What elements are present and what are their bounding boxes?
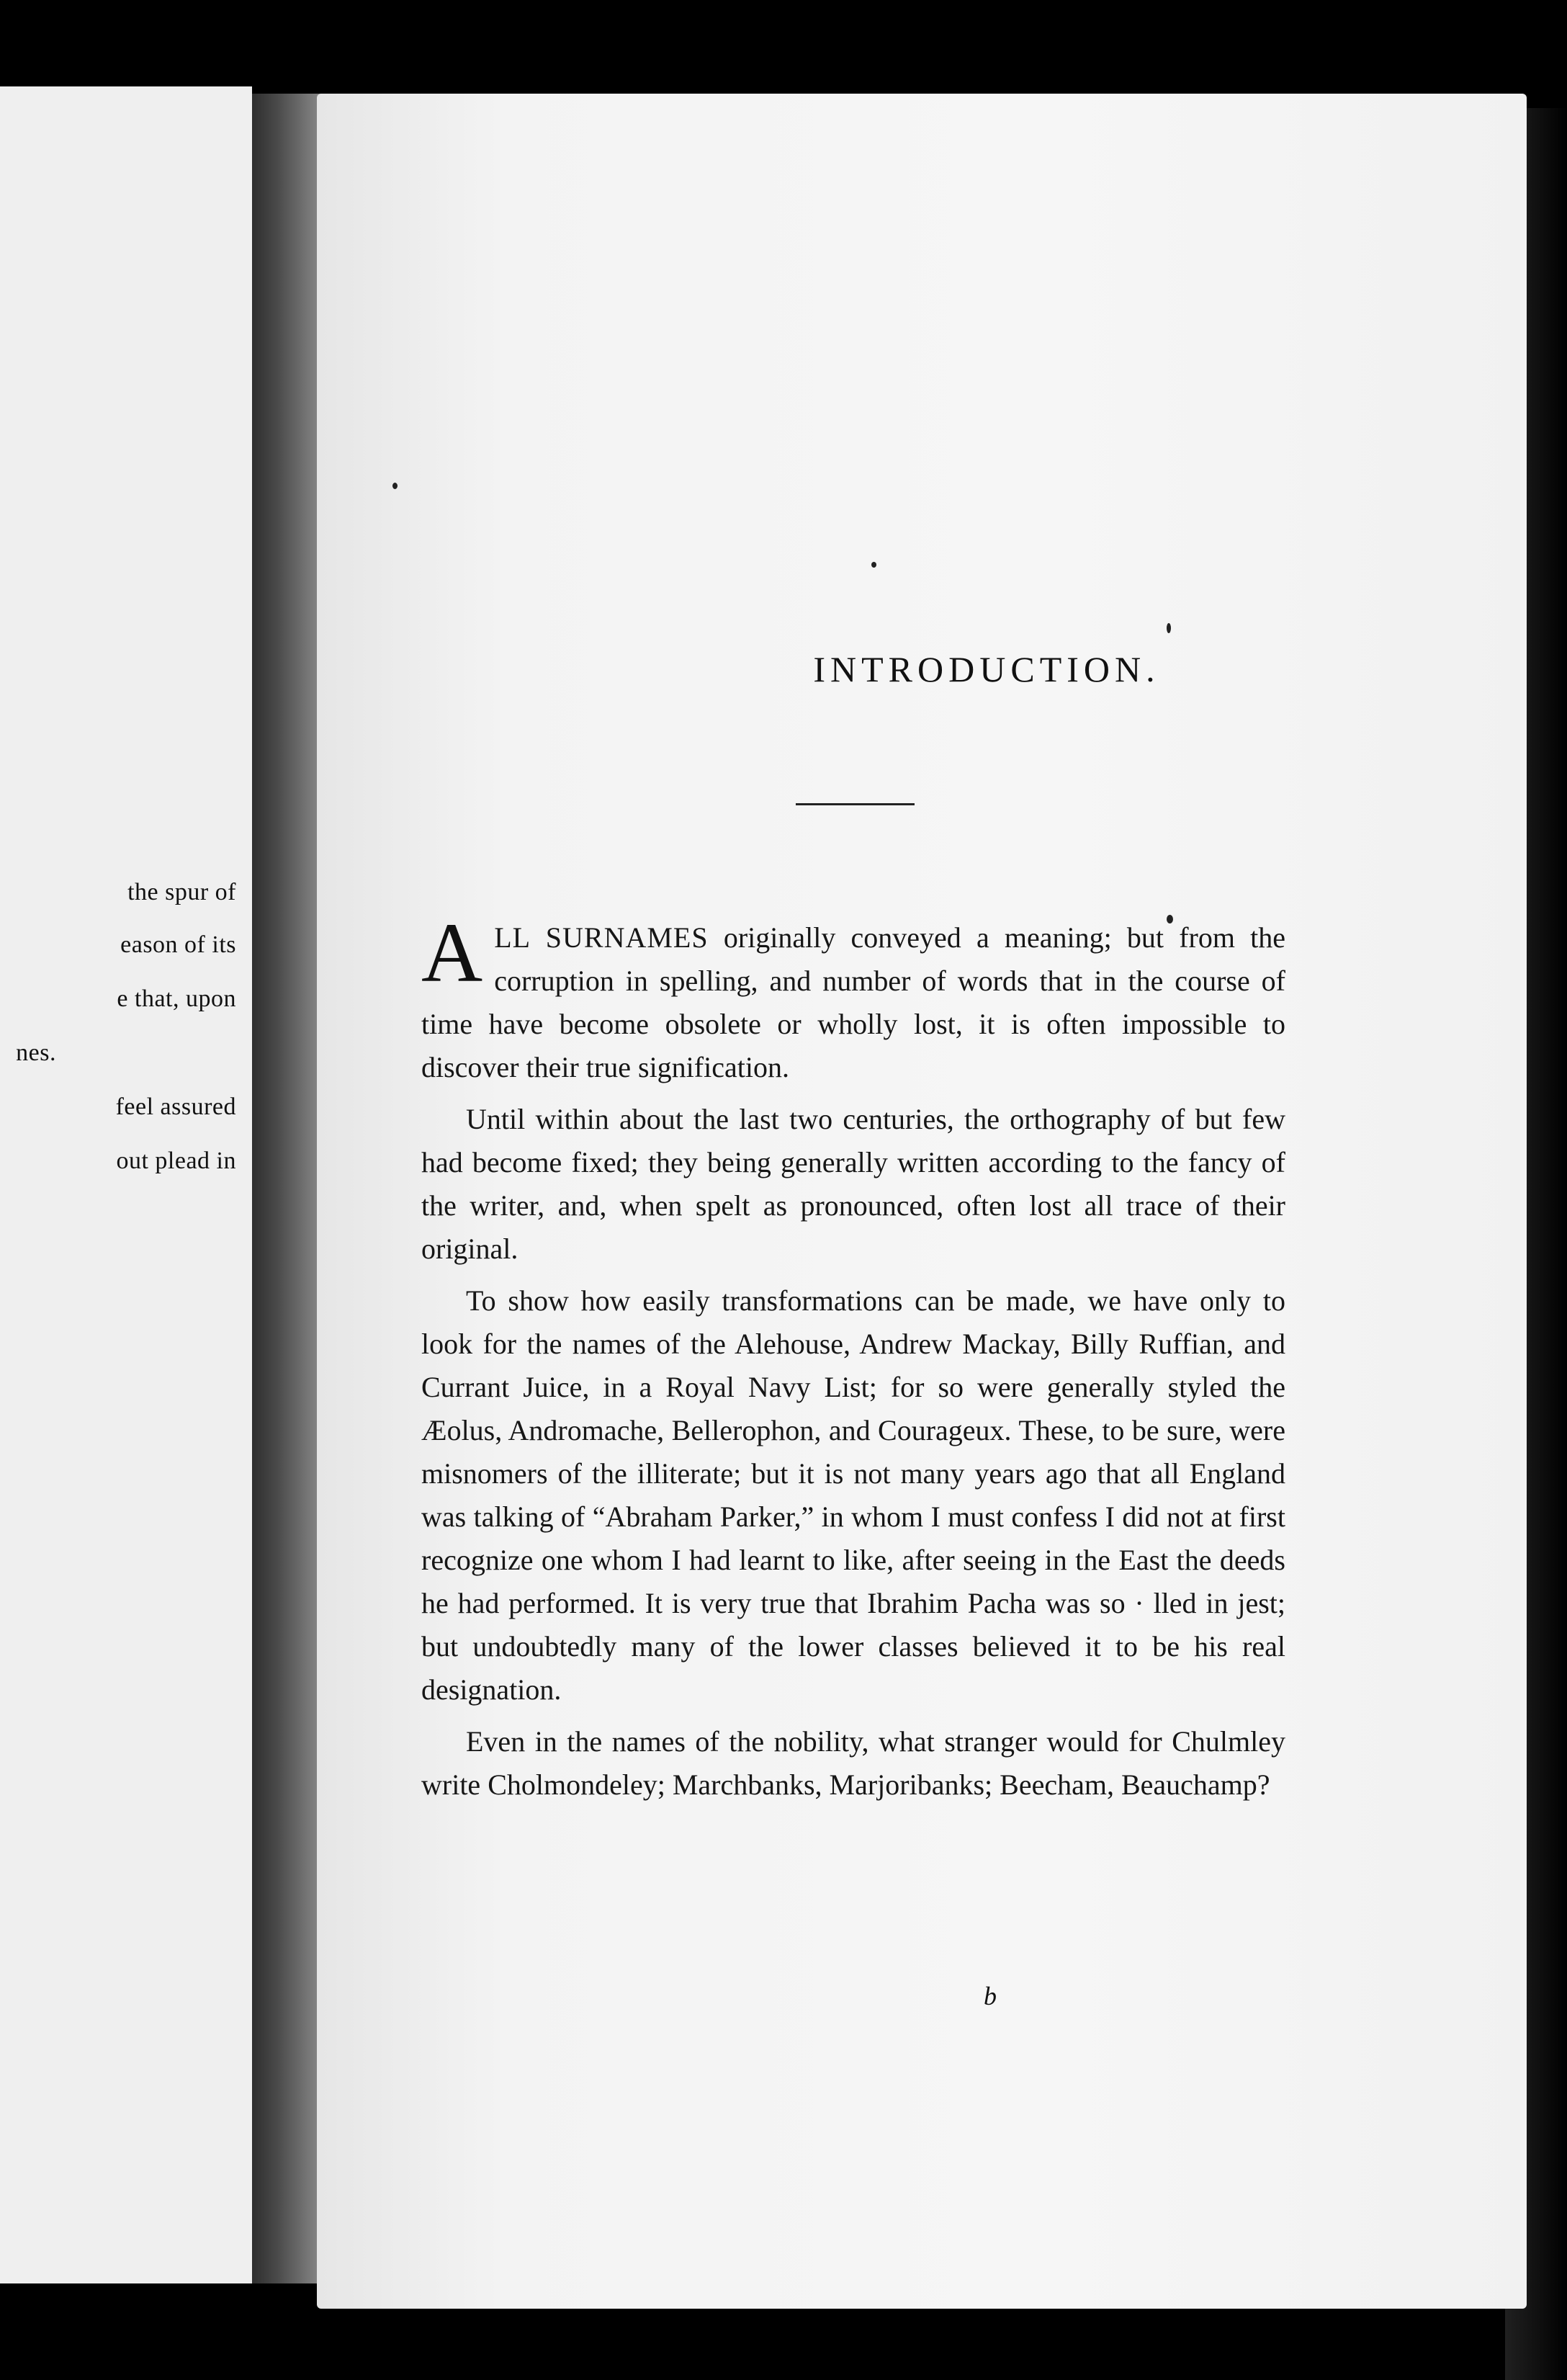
paper-speck — [392, 483, 398, 489]
left-page-line: eason of its — [120, 931, 236, 958]
paragraph-4: Even in the names of the nobility, what stranger would for Chulmley write Cholmondeley; Marchbanks, Marjoribanks; Beecham, Beauchamp? — [421, 1725, 1285, 1801]
title-rule — [796, 803, 915, 805]
left-page-line: out plead in — [116, 1148, 236, 1174]
drop-cap: A — [421, 905, 483, 1000]
body-text — [421, 905, 1286, 1815]
opening-words: LL SURNAMES — [494, 921, 709, 954]
left-page-line: feel assured — [115, 1093, 236, 1120]
left-page-line: nes. — [16, 1039, 56, 1066]
paper-speck — [1167, 623, 1171, 633]
paragraph-2: Until within about the last two centuries, the orthography of but few had become fixed; they being generally written according to the fancy of the writer, and, when spelt as pronounced, often lost all trace of their original. — [421, 1103, 1285, 1265]
signature-mark: b — [984, 1982, 997, 2010]
book-page — [317, 94, 1527, 2309]
paragraph-3: To show how easily transformations can be made, we have only to look for the names of the Alehouse, Andrew Mackay, Billy Ruffian, and Currant Juice, in a Royal Navy List; for so were generally styled the Æolus, Andromache, Bellerophon, and Courageux. These, to be sure, were misnomers of the illiterate; but it is not many years ago that all England was talking of “Abraham Parker,” in whom I must confess I did not at first recognize one whom I had learnt to like, after seeing in the East the deeds he had performed. It is very true that Ibrahim Pacha was so · lled in jest; but undoubtedly many of the lower classes believed it to be his real designation. — [421, 1284, 1285, 1706]
paper-speck — [871, 562, 876, 568]
facing-page-left — [0, 86, 252, 2283]
paragraph-1-text: originally conveyed a meaning; but from the corruption in spelling, and number of words that in the course of time have become obsolete or wholly lost, it is often impossible to discover their true signification. — [421, 921, 1286, 1083]
paragraph-1 — [421, 905, 1286, 1089]
page-title: INTRODUCTION. — [813, 649, 1160, 689]
left-page-line: e that, upon — [117, 985, 236, 1012]
left-page-line: the spur of — [127, 879, 236, 905]
book-gutter — [252, 94, 324, 2283]
